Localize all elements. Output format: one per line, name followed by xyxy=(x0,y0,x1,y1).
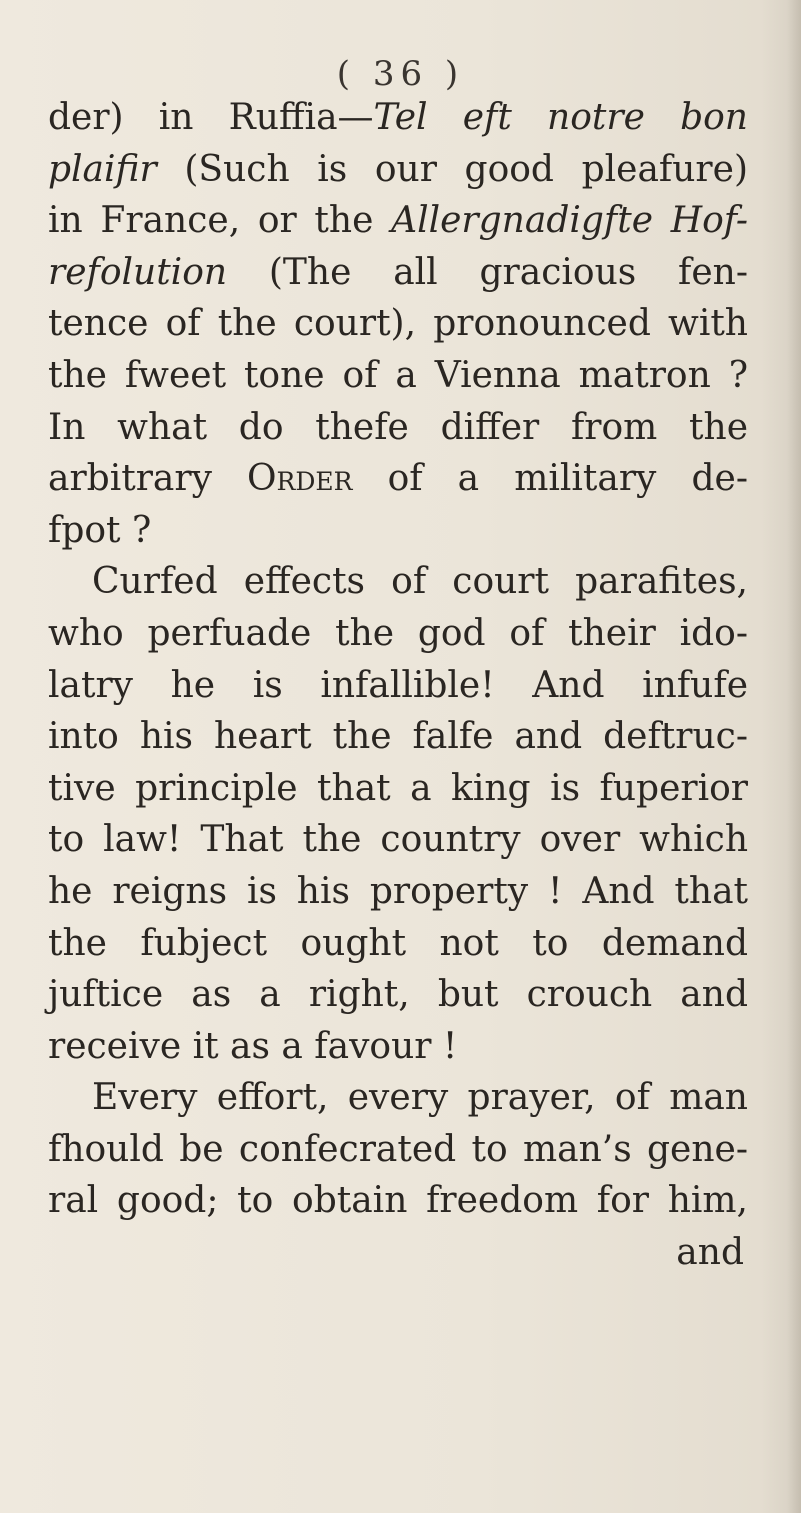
text-run: to law! That the country over which xyxy=(48,819,748,861)
text-line xyxy=(48,1124,748,1176)
text-run: the fweet tone of a Vienna matron ? xyxy=(48,354,748,396)
text-line xyxy=(48,660,748,712)
text-run: tence of the court), pronounced with xyxy=(48,303,748,345)
italic-run: refolution xyxy=(48,251,228,293)
text-run: receive it as a favour ! xyxy=(48,1025,458,1067)
page-edge-shadow xyxy=(787,0,801,1513)
text-run: in France, or the xyxy=(48,200,392,242)
text-line xyxy=(48,763,748,815)
text-line xyxy=(48,1021,748,1073)
text-line xyxy=(48,556,748,608)
text-run: (Such is our good pleafure) xyxy=(156,148,748,190)
text-line xyxy=(48,92,748,144)
text-line xyxy=(48,608,748,660)
body-text xyxy=(48,92,748,1279)
text-line xyxy=(48,402,748,454)
text-line xyxy=(48,505,748,557)
text-run: and xyxy=(676,1232,744,1274)
text-line xyxy=(48,247,748,299)
italic-run: plaifir xyxy=(48,148,157,190)
text-run: (The all gracious fen- xyxy=(227,251,748,293)
small-caps-run: Order xyxy=(247,458,353,500)
text-run: In what do thefe differ from the xyxy=(48,406,748,448)
catchword xyxy=(48,1227,748,1279)
text-run: arbitrary xyxy=(48,458,248,500)
text-run: tive principle that a king is fuperior xyxy=(48,767,748,809)
italic-run: Allergnadigfte Hof- xyxy=(391,200,748,242)
text-line xyxy=(48,453,748,505)
text-run: ral good; to obtain freedom for him, xyxy=(48,1180,748,1222)
text-run: into his heart the falfe and deftruc- xyxy=(48,716,748,758)
text-line xyxy=(48,350,748,402)
text-run: juftice as a right, but crouch and xyxy=(48,974,748,1016)
text-run: Every effort, every prayer, of man xyxy=(92,1077,748,1119)
text-run: latry he is infallible! And infufe xyxy=(48,664,748,706)
text-run: the fubject ought not to demand xyxy=(48,922,748,964)
text-line xyxy=(48,866,748,918)
text-line xyxy=(48,711,748,763)
text-run: who perfuade the god of their ido- xyxy=(48,612,748,654)
text-run: of a military de- xyxy=(352,458,748,500)
text-run: he reigns is his property ! And that xyxy=(48,870,748,912)
text-line xyxy=(48,144,748,196)
text-run: fpot ? xyxy=(48,509,152,551)
text-run: fhould be confecrated to man’s gene- xyxy=(48,1128,748,1170)
text-line xyxy=(48,195,748,247)
text-line xyxy=(48,969,748,1021)
text-line xyxy=(48,918,748,970)
text-line xyxy=(48,1072,748,1124)
page-number: ( 36 ) xyxy=(336,54,465,94)
text-line xyxy=(48,1175,748,1227)
text-run: der) in Ruffia— xyxy=(48,97,374,138)
text-line xyxy=(48,814,748,866)
text-run: Curfed effects of court parafites, xyxy=(92,561,748,603)
text-line xyxy=(48,298,748,350)
italic-run: Tel eft notre bon xyxy=(373,97,748,138)
